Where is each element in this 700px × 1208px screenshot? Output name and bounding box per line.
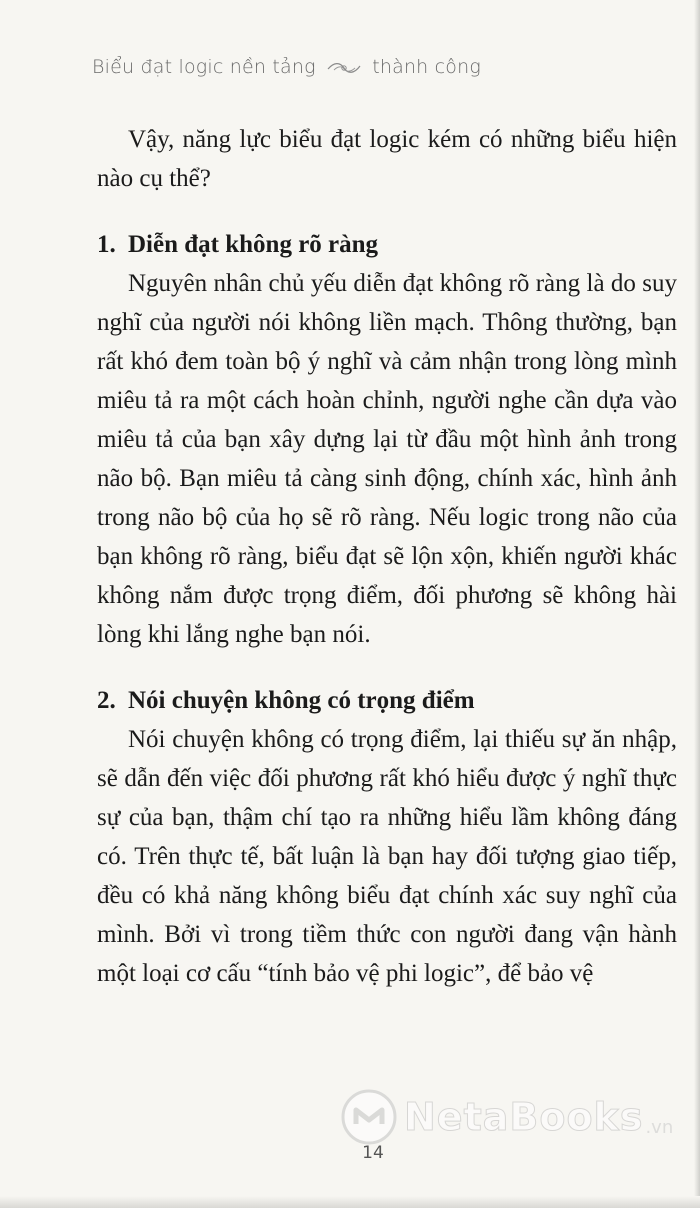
flourish-icon [326,60,362,76]
running-header [92,56,481,78]
netabooks-logo-icon [340,1088,398,1146]
section-heading-2 [97,681,677,720]
section-number-1: 1. [97,231,116,258]
running-header-title-left: Biểu đạt logic nền tảng [92,56,316,78]
section-body-2: Nói chuyện không có trọng điểm, lại thiếu sự ăn nhập, sẽ dẫn đến việc đối phương rất khó hiểu được ý nghĩ thực sự của bạn, thậm chí tạo ra những hiểu lầm không đáng có. Trên thực tế, bất luận là bạn hay đối tượng giao tiếp, đều có khả năng không biểu đạt chính xác suy nghĩ của mình. Bởi vì trong tiềm thức con người đang vận hành một loại cơ cấu “tính bảo vệ phi logic”, để bảo vệ [97,726,677,987]
watermark-suffix: .vn [645,1117,674,1138]
watermark-text: NetaBooks [404,1095,644,1139]
page-number: 14 [362,1143,384,1163]
intro-question: Vậy, năng lực biểu đạt logic kém có những biểu hiện nào cụ thể? [97,126,677,192]
section-body-1: Nguyên nhân chủ yếu diễn đạt không rõ ràng là do suy nghĩ của người nói không liền mạch. Thông thường, bạn rất khó đem toàn bộ ý nghĩ và cảm nhận trong lòng mình miêu tả ra một cách hoàn chỉnh, người nghe cần dựa vào miêu tả của bạn xây dựng lại từ đầu một hình ảnh trong não bộ. Bạn miêu tả càng sinh động, chính xác, hình ảnh trong não bộ của họ sẽ rõ ràng. Nếu logic trong não của bạn không rõ ràng, biểu đạt sẽ lộn xộn, khiến người khác không nắm được trọng điểm, đối phương sẽ không hài lòng khi lắng nghe bạn nói. [97,270,677,648]
section-heading-1 [97,225,677,264]
section-title-1: Diễn đạt không rõ ràng [128,231,379,258]
section-title-2: Nói chuyện không có trọng điểm [128,687,475,714]
watermark [340,1088,673,1146]
page-bottom-edge [0,1196,700,1208]
running-header-title-right: thành công [372,56,481,78]
section-number-2: 2. [97,687,116,714]
page-edge-shadow [694,0,700,1208]
page-content [97,120,677,993]
